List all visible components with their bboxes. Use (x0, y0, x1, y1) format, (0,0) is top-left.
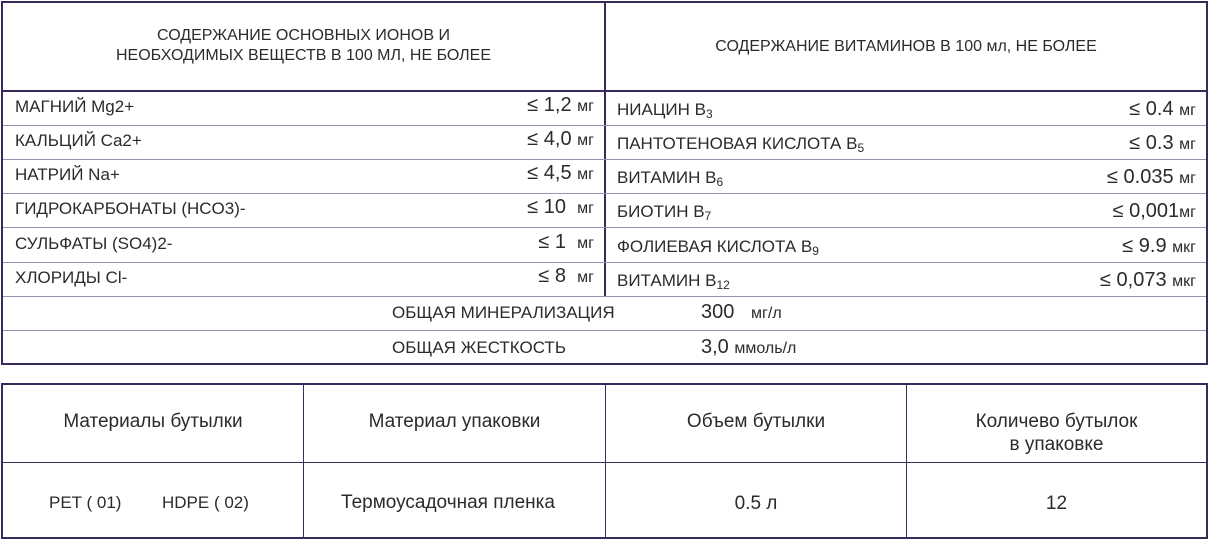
bottle-volume-value: 0.5 л (734, 493, 778, 514)
ion-value (527, 94, 594, 117)
row-divider (3, 330, 1206, 331)
mineralization-label: ОБЩАЯ МИНЕРАЛИЗАЦИЯ (392, 303, 615, 322)
ion-value-number: ≤ 4,5 (527, 162, 572, 184)
vitamin-value-unit: мг (1179, 204, 1196, 221)
row-divider (3, 193, 1206, 194)
vitamin-value (1107, 166, 1196, 189)
ion-value-unit: мг (577, 166, 594, 183)
vitamin-value-number: ≤ 0.035 (1107, 166, 1174, 188)
mineralization-number: 300 (701, 301, 735, 323)
vitamin-value-unit: мкг (1172, 273, 1196, 290)
ion-value (538, 265, 594, 288)
vitamin-subscript: 12 (716, 278, 730, 292)
vitamin-value-unit: мкг (1172, 239, 1196, 256)
header-divider (3, 90, 1206, 92)
vitamin-name: ФОЛИЕВАЯ КИСЛОТА B (617, 237, 813, 256)
vitamin-subscript: 9 (812, 244, 819, 258)
vitamin-value-unit: мг (1179, 136, 1196, 153)
ion-value (527, 196, 594, 219)
ions-header-line-2: НЕОБХОДИМЫХ ВЕЩЕСТВ В 100 МЛ, НЕ БОЛЕЕ (115, 47, 491, 64)
vitamin-name: НИАЦИН B (617, 100, 706, 119)
vitamin-label (617, 134, 864, 154)
ion-label: МАГНИЙ Mg2+ (15, 97, 135, 116)
ion-value-number: ≤ 1,2 (527, 94, 572, 116)
ion-label: ГИДРОКАРБОНАТЫ (HCO3)- (15, 199, 246, 218)
ion-label: НАТРИЙ Na+ (15, 165, 120, 184)
mineralization-value (701, 301, 782, 324)
vitamin-value-number: ≤ 0.4 (1129, 98, 1174, 120)
vitamin-subscript: 6 (716, 175, 724, 189)
header-bottles-per-pack-line-2: в упаковке (1009, 434, 1104, 455)
mineralization-unit: мг/л (751, 305, 782, 322)
packaging-table (1, 383, 1208, 539)
row-divider (3, 125, 1206, 126)
vitamin-label (617, 202, 711, 222)
header-bottles-per-pack (907, 410, 1206, 456)
vitamin-value-number: ≤ 0,073 (1100, 269, 1167, 291)
hardness-unit: ммоль/л (734, 340, 797, 357)
vitamins-header: СОДЕРЖАНИЕ ВИТАМИНОВ В 100 мл, НЕ БОЛЕЕ (715, 38, 1097, 55)
ion-label: ХЛОРИДЫ Cl- (15, 268, 128, 287)
ion-label: КАЛЬЦИЙ Ca2+ (15, 131, 142, 150)
packaging-material-value: Термоусадочная пленка (341, 492, 555, 513)
nutrients-table (1, 1, 1208, 365)
ions-header (3, 26, 604, 66)
header-bottles-per-pack-line-1: Количевo бутылок (975, 411, 1138, 432)
vitamin-subscript: 7 (704, 209, 712, 223)
hardness-value (701, 336, 796, 359)
ion-value-number: ≤ 10 (527, 196, 567, 218)
ion-value-unit: мг (577, 269, 594, 286)
ion-value-unit: мг (577, 200, 594, 217)
vitamin-value (1100, 269, 1196, 292)
bottles-per-pack-value: 12 (1045, 493, 1068, 514)
vitamin-value-number: ≤ 9.9 (1122, 235, 1167, 257)
vitamin-subscript: 5 (857, 141, 865, 155)
ion-label: СУЛЬФАТЫ (SO4)2- (15, 234, 173, 253)
header-packaging-material: Материал упаковки (368, 411, 541, 432)
row-divider (3, 159, 1206, 160)
row-divider (3, 262, 1206, 263)
vitamin-value (1122, 235, 1196, 258)
ion-value-number: ≤ 4,0 (527, 128, 572, 150)
vitamin-name: БИОТИН B (617, 202, 705, 221)
ion-value-number: ≤ 8 (538, 265, 567, 287)
vitamin-value-unit: мг (1179, 102, 1196, 119)
hardness-label: ОБЩАЯ ЖЕСТКОСТЬ (392, 338, 566, 357)
ion-value-unit: мг (577, 132, 594, 149)
vitamin-value-number: ≤ 0.3 (1129, 132, 1174, 154)
vitamin-label (617, 237, 819, 257)
vitamin-value (1113, 200, 1196, 223)
hardness-number: 3,0 (701, 336, 729, 358)
vitamin-name: ПАНТОТЕНОВАЯ КИСЛОТА B (617, 134, 858, 153)
vitamin-value (1129, 132, 1196, 155)
ion-value-unit: мг (577, 98, 594, 115)
vitamin-value-unit: мг (1179, 170, 1196, 187)
ion-value (527, 162, 594, 185)
ion-value-unit: мг (577, 235, 594, 252)
column-divider (303, 385, 304, 537)
row-divider (3, 296, 1206, 297)
header-bottle-materials: Материалы бутылки (63, 411, 243, 432)
vitamin-subscript: 3 (705, 107, 713, 121)
vitamin-value (1129, 98, 1196, 121)
ion-value (527, 128, 594, 151)
bottle-material-pet: PET ( 01) (49, 493, 122, 512)
vitamin-value-number: ≤ 0,001 (1112, 200, 1180, 222)
row-divider (3, 227, 1206, 228)
ions-header-line-1: СОДЕРЖАНИЕ ОСНОВНЫХ ИОНОВ И (157, 27, 450, 44)
vitamin-label (617, 271, 730, 291)
vitamin-name: ВИТАМИН B (617, 271, 717, 290)
bottle-material-hdpe: HDPE ( 02) (162, 493, 249, 512)
header-bottle-volume: Объем бутылки (686, 411, 826, 432)
ion-value-number: ≤ 1 (538, 231, 567, 253)
vitamin-name: ВИТАМИН B (617, 168, 717, 187)
ion-value (538, 231, 594, 254)
vitamin-label (617, 168, 723, 188)
vitamin-label (617, 100, 713, 120)
